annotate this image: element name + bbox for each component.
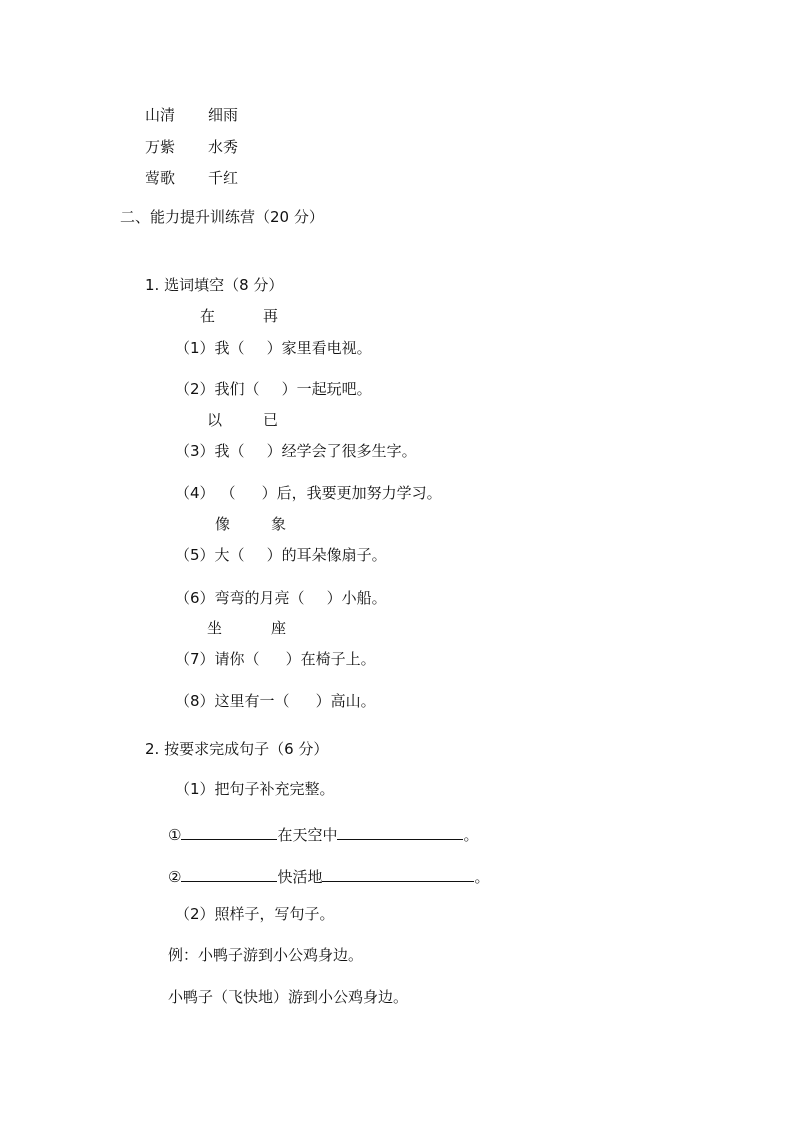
item-text-before: 这里有一（ — [214, 692, 290, 710]
answer-blank[interactable] — [337, 825, 463, 840]
answer-blank[interactable] — [322, 867, 474, 882]
q2-title: 2. 按要求完成句子（6 分） — [145, 740, 329, 758]
sentence-end: 。 — [463, 826, 479, 844]
item-number: （5） — [175, 546, 215, 564]
item-text-after: ）后，我要更加努力学习。 — [261, 484, 442, 502]
match-left-2: 万紫 — [145, 138, 176, 156]
item-text-after: ）的耳朵像扇子。 — [266, 546, 387, 564]
item-number: （7） — [175, 650, 215, 668]
word-choice-4b: 座 — [271, 619, 287, 637]
fill-item-5 — [175, 548, 387, 563]
item-text-after: ）在椅子上。 — [285, 650, 376, 668]
fill-item-6 — [175, 591, 387, 606]
word-choice-1a: 在 — [200, 307, 216, 325]
word-choice-2b: 已 — [263, 411, 279, 429]
answer-blank[interactable] — [181, 825, 277, 840]
circled-marker: ② — [168, 868, 182, 886]
item-text-after: ）高山。 — [315, 692, 376, 710]
item-text-after: ）小船。 — [326, 589, 387, 607]
sentence-middle: 快活地 — [277, 868, 323, 886]
sentence-line-2 — [168, 867, 489, 885]
item-number: （8） — [175, 692, 215, 710]
match-right-1: 细雨 — [208, 106, 239, 124]
sentence-end: 。 — [474, 868, 490, 886]
q1-title: 1. 选词填空（8 分） — [145, 276, 284, 294]
item-text-before: 请你（ — [214, 650, 260, 668]
item-text-before: 大（ — [214, 546, 245, 564]
word-choice-3a: 像 — [215, 515, 231, 533]
item-text-before: （ — [220, 484, 236, 502]
word-choice-2a: 以 — [207, 411, 223, 429]
item-text-before: 我（ — [214, 442, 245, 460]
match-right-3: 千红 — [208, 169, 239, 187]
match-left-1: 山清 — [145, 106, 176, 124]
section-heading: 二、能力提升训练营（20 分） — [120, 208, 324, 226]
example-sentence: 例：小鸭子游到小公鸡身边。 — [168, 946, 364, 964]
sentence-middle: 在天空中 — [277, 826, 338, 844]
fill-item-3 — [175, 444, 417, 459]
sentence-line-1 — [168, 825, 478, 843]
item-number: （1） — [175, 339, 215, 357]
item-number: （4） — [175, 484, 215, 502]
answer-blank[interactable] — [181, 867, 277, 882]
match-right-2: 水秀 — [208, 138, 239, 156]
q2-part2-label: （2）照样子，写句子。 — [175, 905, 335, 923]
item-text-before: 我们（ — [214, 380, 260, 398]
item-text-before: 弯弯的月亮（ — [214, 589, 305, 607]
fill-item-8 — [175, 694, 376, 709]
fill-item-7 — [175, 652, 376, 667]
fill-item-1 — [175, 341, 372, 356]
word-choice-1b: 再 — [263, 307, 279, 325]
item-text-after: ）经学会了很多生字。 — [266, 442, 417, 460]
circled-marker: ① — [168, 826, 182, 844]
example-answer-sentence: 小鸭子（飞快地）游到小公鸡身边。 — [168, 988, 409, 1006]
match-left-3: 莺歌 — [145, 169, 176, 187]
item-number: （6） — [175, 589, 215, 607]
word-choice-3b: 象 — [271, 515, 287, 533]
fill-item-4 — [175, 486, 442, 501]
item-text-after: ）一起玩吧。 — [281, 380, 372, 398]
item-text-before: 我（ — [214, 339, 245, 357]
item-number: （2） — [175, 380, 215, 398]
fill-item-2 — [175, 382, 372, 397]
q2-part1-label: （1）把句子补充完整。 — [175, 780, 335, 798]
word-choice-4a: 坐 — [207, 619, 223, 637]
item-text-after: ）家里看电视。 — [266, 339, 372, 357]
item-number: （3） — [175, 442, 215, 460]
